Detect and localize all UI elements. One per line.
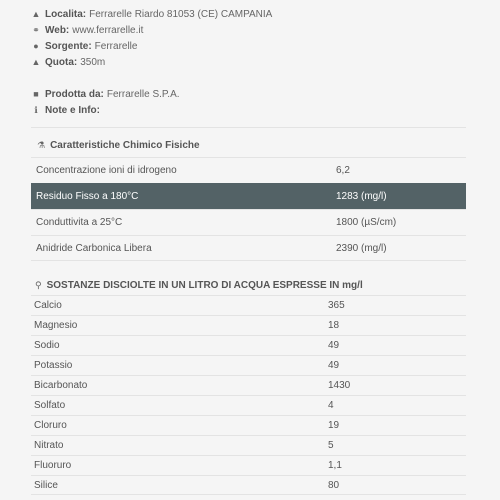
substance-name: Cloruro: [34, 420, 67, 431]
divider: [31, 127, 466, 128]
table-row: [31, 395, 466, 415]
info-label: Localita:: [45, 9, 87, 20]
info-label: Sorgente:: [45, 41, 92, 52]
substance-name: Fluoruro: [34, 460, 72, 471]
droplet-icon: ●: [33, 41, 39, 51]
subst-title: SOSTANZE DISCIOLTE IN UN LITRO DI ACQUA ESPRESSE IN mg/l: [46, 280, 363, 291]
substance-name: Potassio: [34, 360, 73, 371]
param-name: Concentrazione ioni di idrogeno: [36, 165, 177, 176]
substance-value: 80: [328, 480, 340, 491]
substance-value: 49: [328, 340, 340, 351]
table-row: [31, 295, 466, 315]
table-row: [31, 209, 466, 235]
info-value: Ferrarelle S.P.A.: [106, 89, 180, 100]
table-row: [31, 475, 466, 495]
home-icon: ▲: [31, 9, 41, 19]
substance-name: Silice: [34, 480, 58, 491]
table-row: [31, 435, 466, 455]
info-sorgente: [31, 39, 137, 53]
param-value: 6,2: [336, 165, 350, 176]
search-icon: ⚲: [35, 280, 42, 290]
info-value: Ferrarelle Riardo 81053 (CE) CAMPANIA: [89, 9, 273, 20]
substance-name: Magnesio: [34, 320, 78, 331]
substance-value: 19: [328, 420, 340, 431]
table-row: [31, 415, 466, 435]
table-row: [31, 315, 466, 335]
info-localita: [31, 7, 272, 21]
table-row: [31, 455, 466, 475]
info-label: Prodotta da:: [45, 89, 104, 100]
info-value: 350m: [80, 57, 106, 68]
param-value: 1800 (µS/cm): [336, 217, 397, 228]
info-quota: [31, 55, 105, 69]
table-row: [31, 335, 466, 355]
web-link[interactable]: www.ferrarelle.it: [72, 25, 144, 36]
substance-name: Bicarbonato: [34, 380, 88, 391]
chem-section-title: [37, 138, 200, 152]
table-row: [31, 355, 466, 375]
info-label: Quota:: [45, 57, 78, 68]
param-name: Residuo Fisso a 180°C: [36, 191, 139, 202]
substance-value: 18: [328, 320, 340, 331]
link-icon: ⚭: [32, 25, 40, 35]
param-name: Anidride Carbonica Libera: [36, 243, 152, 254]
param-name: Conduttivita a 25°C: [36, 217, 123, 228]
substance-name: Calcio: [34, 300, 62, 311]
table-row: [31, 157, 466, 183]
substance-name: Nitrato: [34, 440, 64, 451]
info-icon: ℹ: [34, 105, 38, 115]
substance-name: Solfato: [34, 400, 66, 411]
table-row-highlighted: [31, 183, 466, 209]
substance-value: 365: [328, 300, 345, 311]
info-note: [31, 103, 103, 117]
substance-value: 49: [328, 360, 340, 371]
subst-section-title: [35, 278, 363, 292]
mountain-icon: ▲: [31, 57, 41, 67]
substance-value: 1,1: [328, 460, 342, 471]
flask-icon: ⚗: [37, 140, 46, 150]
info-prodotta: [31, 87, 180, 101]
table-row: [31, 235, 466, 261]
table-row: [31, 375, 466, 395]
info-value: Ferrarelle: [94, 41, 138, 52]
info-label: Web:: [45, 25, 70, 36]
param-value: 1283 (mg/l): [336, 191, 387, 202]
truck-icon: ■: [33, 89, 39, 99]
substance-value: 4: [328, 400, 334, 411]
info-label: Note e Info:: [45, 105, 100, 116]
param-value: 2390 (mg/l): [336, 243, 387, 254]
chem-title: Caratteristiche Chimico Fisiche: [50, 140, 200, 151]
substance-name: Sodio: [34, 340, 60, 351]
info-web: [31, 23, 143, 37]
substance-value: 1430: [328, 380, 351, 391]
substance-value: 5: [328, 440, 334, 451]
